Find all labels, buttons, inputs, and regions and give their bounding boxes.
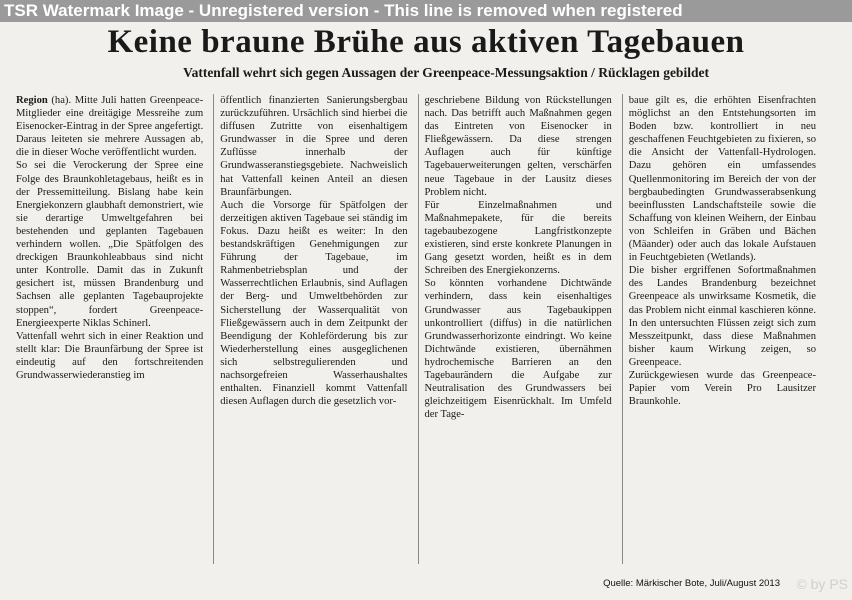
article-column-2 bbox=[213, 94, 407, 564]
article-paragraph: Zurückgewiesen wurde das Greenpeace-Papier vom Verein Pro Lausitzer Braunkohle. bbox=[628, 369, 816, 408]
source-caption: Quelle: Märkischer Bote, Juli/August 2013 bbox=[603, 578, 780, 589]
article-paragraph: öffentlich finanzierten Sanierungsbergbau zurückzuführen. Ursächlich sind hierbei die diffusen Zutritte von eisenhaltigem Grundwasser in die Spree und deren Zuflüsse innerhalb der Grundwasseranstiegsgebiete. Nachweislich hat Vattenfall keinen Anteil an diesen Braunfärbungen. bbox=[220, 95, 408, 198]
article-paragraph: Für Einzelmaßnahmen und Maßnahmepakete, für die bereits tagebaubezogene Langfristkonzepte existieren, sind erste konkrete Planungen in Gang gesetzt worden, heißt es in dem Schreiben des Energiekonzerns. bbox=[424, 199, 612, 277]
watermark-banner: TSR Watermark Image - Unregistered version - This line is removed when registered bbox=[0, 0, 852, 22]
article-column-1 bbox=[16, 94, 203, 564]
article-paragraph: So könnten vorhandene Dichtwände verhindern, dass kein eisenhaltiges Grundwasser aus Tagebaukippen unkontrolliert (diffus) in die natürlichen Grundwasserhorizonte eindringt. Wo keine Dichtwände existieren, übernähmen hydrochemische Barrieren an den Tagebaurändern die Aufgabe zur Neutralisation des Grundwassers bei gleichzeitigem Eisenrückhalt. Im Umfeld der Tage- bbox=[424, 278, 612, 421]
article-paragraph: Die bisher ergriffenen Sofortmaßnahmen des Landes Brandenburg bezeichnet Greenpeace als unwirksame Kosmetik, die das Problem nicht einmal kaschieren könne. In den untersuchten Flüssen zeigt sich zum Messzeitpunkt, dass diese Maßnahmen bisher kaum Wirkung zeigen, so Greenpeace. bbox=[628, 265, 816, 368]
article-paragraph: Vattenfall wehrt sich in einer Reaktion und stellt klar: Die Braunfärbung der Spree ist eindeutig auf den fortschreitenden Grundwasserwiederanstieg im bbox=[16, 330, 204, 381]
article-paragraph: Auch die Vorsorge für Spätfolgen der derzeitigen aktiven Tagebaue sei ständig im Fokus. Dazu heißt es weiter: In den bestandskräftigen Genehmigungen zur Führung der Tagebaue, im Rahmenbetriebsplan und der Wasserrechtlichen Erlaubnis, sind Auflagen der Berg- und Umweltbehörden zur Sicherstellung der Wasserqualität von Fließgewässern auch in dem Zeitpunkt der Beendigung der Kohleförderung bis zur Wiederherstellung eines ausgeglichenen sich selbstregulierenden und nachsorgefreien Wasserhaushaltes enthalten. Finanziell kommt Vattenfall diesen Auflagen durch die gesetzlich vor- bbox=[220, 199, 408, 408]
article-paragraph: baue gilt es, die erhöhten Eisenfrachten möglichst an den Entstehungsorten im Boden bzw. kontrolliert in neu geschaffenen Feuchtgebieten zu fixieren, so die Ansicht der Vattenfall-Hydrologen. Dazu gehören ein umfassendes Quellenmonitoring im Bereich der von der bergbaubedingten Grundwasserabsenkung beeinflussten Landschaftsteile sowie die Schaffung von kleinen Weihern, der Einbau von Schleifen in Gräben und Bächen (Mäander) oder auch das lokale Aufstauen in Feuchtgebieten (Wetlands). bbox=[628, 95, 816, 264]
article-headline: Keine braune Brühe aus aktiven Tagebauen bbox=[107, 24, 745, 60]
article-subheadline: Vattenfall wehrt sich gegen Aussagen der Greenpeace-Messungsaktion / Rücklagen gebildet bbox=[183, 65, 709, 80]
copyright-mark: © by PS bbox=[796, 576, 848, 592]
article-column-3 bbox=[418, 94, 612, 564]
article-paragraph: geschriebene Bildung von Rückstellungen nach. Das betrifft auch Maßnahmen gegen das Eintreten von Eisenocker in Fließgewässern. Da diese strengen Auflagen auch für künftige Tagebauerweiterungen gelten, verschärfen neue Tagebaue in der Lausitz dieses Problem nicht. bbox=[424, 95, 612, 198]
article-column-4 bbox=[622, 94, 816, 564]
article-paragraph: So sei die Verockerung der Spree eine Folge des Braunkohletagebaus, heißt es in der Pressemitteilung. Bislang habe kein Energiekonzern glaubhaft demonstriert, wie sie derartige Umweltgefahren bei bestehenden und geplanten Tagebauen verhindern wollen. „Die Spätfolgen des dreckigen Braunkohleabbaus sind nicht unter Kontrolle. Damit das in Zukunft gesichert ist, müssen Brandenburg und Sachsen alle geplanten Tagebauprojekte stoppen“, fordert Greenpeace-Energieexperte Niklas Schinerl. bbox=[16, 160, 204, 329]
article-paragraph: Region (ha). Mitte Juli hatten Greenpeace-Mitglieder eine dreitägige Messreihe zum Eisenocker-Eintrag in der Spree angefertigt. Daraus leiteten sie mehrere Aussagen ab, die in dieser Woche veröffentlicht wurden. bbox=[16, 95, 204, 159]
dateline: Region bbox=[16, 95, 48, 106]
article-columns bbox=[16, 94, 816, 564]
